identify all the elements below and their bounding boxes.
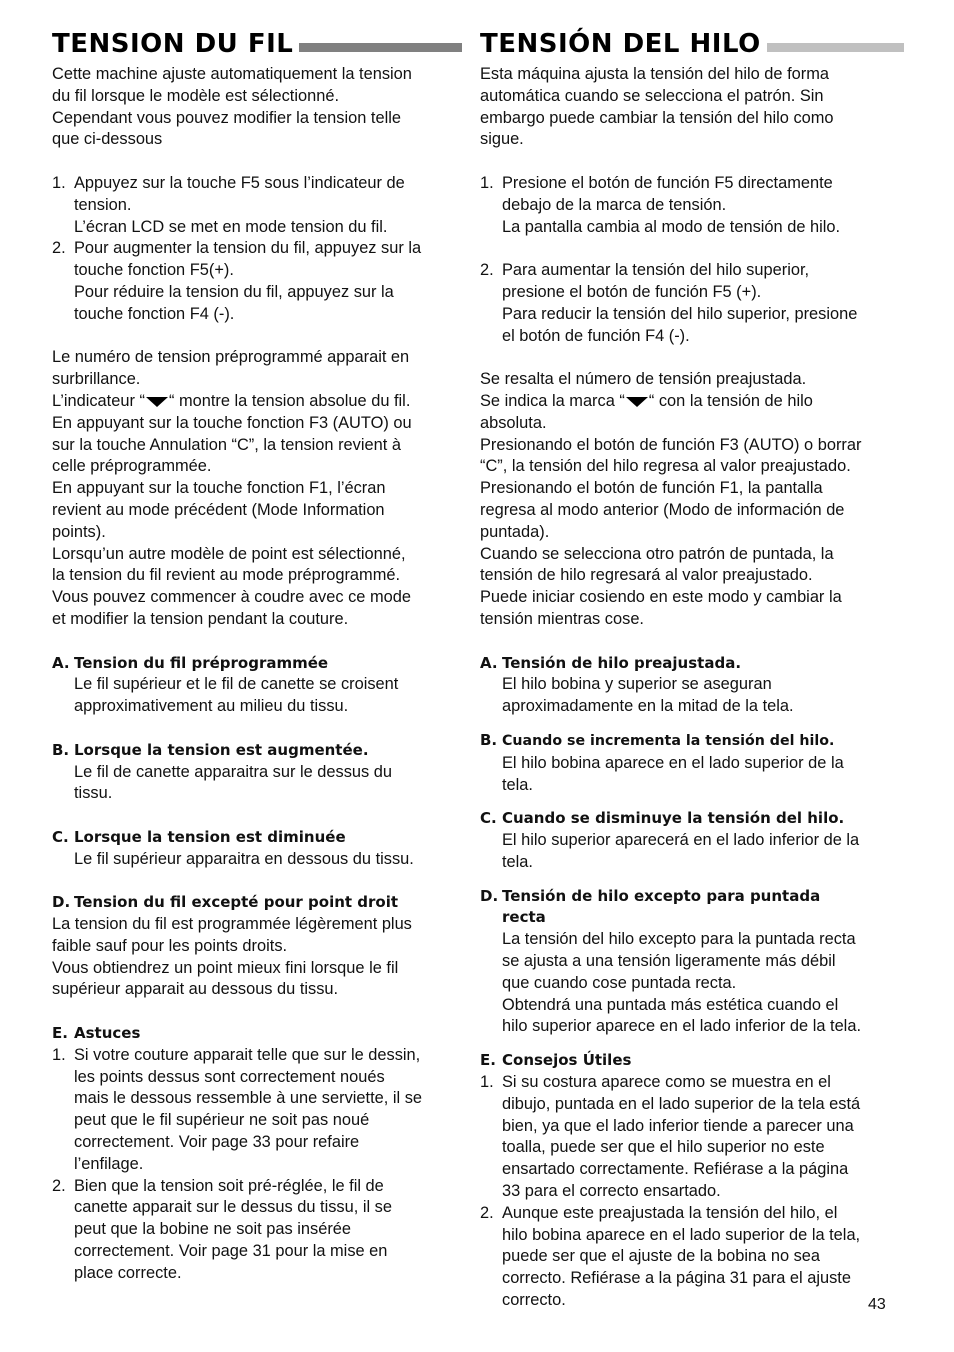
es-section-line: El hilo superior aparecerá en el lado inferior de la bbox=[502, 831, 860, 850]
tension-indicator-icon bbox=[626, 397, 648, 407]
es-section-line: La tensión del hilo excepto para la puntada recta bbox=[502, 930, 856, 949]
fr-step-line: Pour réduire la tension du fil, appuyez sur la bbox=[74, 282, 394, 301]
es-tip-line: hilo bobina aparece en el lado superior de la tela, bbox=[502, 1225, 861, 1244]
fr-tip-line: peut que le fil supérieur ne soit pas noué bbox=[74, 1111, 370, 1130]
es-tip-line: dibujo, puntada en el lado superior de la tela está bbox=[502, 1094, 861, 1113]
es-step-line: el botón de función F4 (-). bbox=[502, 326, 690, 345]
fr-section-c-heading bbox=[52, 827, 462, 849]
fr-section-line: tissu. bbox=[74, 784, 113, 803]
es-section-d-heading bbox=[480, 886, 904, 930]
fr-section-e-heading bbox=[52, 1023, 462, 1045]
es-step-line: debajo de la marca de tensión. bbox=[502, 195, 727, 214]
fr-para-line: sur la touche Annulation “C”, la tension revient à bbox=[52, 435, 401, 454]
es-step-2 bbox=[480, 260, 904, 347]
es-title-row bbox=[480, 26, 904, 62]
es-section-c-heading bbox=[480, 808, 904, 830]
es-section-line: El hilo bobina aparece en el lado superior de la bbox=[502, 753, 844, 772]
page-number: 43 bbox=[868, 1296, 886, 1313]
es-para-line: Cuando se selecciona otro patrón de puntada, la bbox=[480, 544, 834, 563]
fr-title-bar bbox=[299, 43, 462, 52]
es-tip-line: 33 para el correcto ensartado. bbox=[502, 1182, 721, 1201]
fr-step-line: touche fonction F5(+). bbox=[74, 261, 234, 280]
fr-section-title: Astuces bbox=[74, 1024, 141, 1043]
es-tip-line: puede ser que el ajuste de la bobina no sea bbox=[502, 1247, 821, 1266]
es-section-d-body bbox=[480, 929, 904, 1038]
es-section-title: Tensión de hilo preajustada. bbox=[502, 653, 742, 672]
fr-para-line: revient au mode précédent (Mode Information bbox=[52, 500, 385, 519]
es-para-line: absoluta. bbox=[480, 413, 547, 432]
es-section-line: Obtendrá una puntada más estética cuando el bbox=[502, 995, 839, 1014]
es-section-line: se ajusta a una tensión ligeramente más débil bbox=[502, 952, 836, 971]
fr-para-line: et modifier la tension pendant la couture. bbox=[52, 609, 349, 628]
es-tip-1 bbox=[480, 1072, 904, 1203]
es-step-line: Para reducir la tensión del hilo superior, presione bbox=[502, 304, 858, 323]
fr-indicator-text-b: “ montre la tension absolue du fil. bbox=[168, 391, 411, 410]
es-section-line: El hilo bobina y superior se aseguran bbox=[502, 675, 772, 694]
fr-step-1 bbox=[52, 173, 462, 238]
es-section-title: Tensión de hilo excepto para puntada bbox=[502, 886, 821, 905]
fr-section-letter: A. bbox=[52, 653, 70, 672]
fr-tip-line: peut que la bobine ne soit pas insérée bbox=[74, 1220, 352, 1239]
es-step-2-number: 2. bbox=[480, 261, 494, 280]
fr-title-row bbox=[52, 26, 462, 62]
fr-tip-line: correctement. Voir page 33 pour refaire bbox=[74, 1133, 360, 1152]
es-tip-2 bbox=[480, 1203, 904, 1312]
es-tip-line: ensartado correctamente. Refiérase a la página bbox=[502, 1160, 849, 1179]
fr-para-line: surbrillance. bbox=[52, 370, 141, 389]
fr-para-line: Le numéro de tension préprogrammé apparait en bbox=[52, 348, 410, 367]
es-para-line: regresa al modo anterior (Modo de información de bbox=[480, 500, 845, 519]
es-section-e-heading bbox=[480, 1050, 904, 1072]
fr-tip-1 bbox=[52, 1045, 462, 1176]
fr-step-line: L’écran LCD se met en mode tension du fil. bbox=[74, 217, 388, 236]
es-para-line: Presionando el botón de función F3 (AUTO) o borrar bbox=[480, 435, 862, 454]
fr-step-line: touche fonction F4 (-). bbox=[74, 304, 235, 323]
es-title: TENSIÓN DEL HILO bbox=[480, 29, 761, 59]
es-section-title: recta bbox=[502, 908, 546, 927]
es-section-letter: C. bbox=[480, 809, 497, 828]
es-title-bar bbox=[767, 43, 904, 52]
es-section-a-body bbox=[480, 674, 904, 718]
es-section-c-body bbox=[480, 830, 904, 874]
es-indicator-line bbox=[480, 391, 904, 413]
fr-section-letter: E. bbox=[52, 1024, 68, 1043]
fr-indicator-text-a: L’indicateur “ bbox=[52, 391, 145, 410]
fr-section-title: Lorsque la tension est diminuée bbox=[74, 827, 346, 846]
fr-section-c-body bbox=[52, 849, 462, 871]
es-para-line: Presionando el botón de función F1, la pantalla bbox=[480, 479, 823, 498]
fr-section-line: approximativement au milieu du tissu. bbox=[74, 697, 349, 716]
es-section-a-heading bbox=[480, 653, 904, 675]
es-intro-line: embargo puede cambiar la tensión del hilo como bbox=[480, 108, 834, 127]
fr-section-b-body bbox=[52, 762, 462, 806]
es-section-title: Consejos Útiles bbox=[502, 1051, 632, 1070]
fr-step-line: Pour augmenter la tension du fil, appuyez sur la bbox=[74, 239, 422, 258]
es-section-line: que cuando cose puntada recta. bbox=[502, 973, 737, 992]
es-indicator-text-b: “ con la tensión de hilo bbox=[648, 391, 813, 410]
fr-tip-line: mais le dessous ressemble à une serviette, il se bbox=[74, 1089, 423, 1108]
fr-section-line: La tension du fil est programmée légèrement plus bbox=[52, 915, 412, 934]
tension-indicator-icon bbox=[146, 397, 168, 407]
fr-section-a-heading bbox=[52, 653, 462, 675]
fr-para-line: celle préprogrammée. bbox=[52, 457, 212, 476]
fr-section-a-body bbox=[52, 674, 462, 718]
es-section-b-heading bbox=[480, 730, 904, 753]
fr-tip-line: Bien que la tension soit pré-réglée, le fil de bbox=[74, 1176, 384, 1195]
es-tip-1-number: 1. bbox=[480, 1073, 494, 1092]
es-tip-line: toalla, puede ser que el hilo superior no este bbox=[502, 1138, 825, 1157]
fr-section-line: Le fil de canette apparaitra sur le dessus du bbox=[74, 762, 392, 781]
es-section-letter: E. bbox=[480, 1051, 496, 1070]
es-tip-line: Aunque este preajustada la tensión del hilo, el bbox=[502, 1203, 838, 1222]
fr-section-title: Lorsque la tension est augmentée. bbox=[74, 740, 369, 759]
fr-section-letter: C. bbox=[52, 827, 69, 846]
fr-para-line: En appuyant sur la touche fonction F3 (AUTO) ou bbox=[52, 413, 412, 432]
es-section-line: aproximadamente en la mitad de la tela. bbox=[502, 697, 794, 716]
es-step-1-number: 1. bbox=[480, 173, 494, 192]
spanish-column bbox=[480, 26, 904, 1312]
es-para-line: Puede iniciar cosiendo en este modo y cambiar la bbox=[480, 588, 842, 607]
fr-section-d-heading bbox=[52, 892, 462, 914]
fr-section-letter: D. bbox=[52, 893, 71, 912]
es-intro-line: sigue. bbox=[480, 130, 524, 149]
fr-tip-1-number: 1. bbox=[52, 1045, 66, 1064]
fr-step-2-number: 2. bbox=[52, 239, 66, 258]
fr-para-line: En appuyant sur la touche fonction F1, l’écran bbox=[52, 479, 386, 498]
es-step-line: Para aumentar la tensión del hilo superior, bbox=[502, 261, 810, 280]
fr-intro-line: Cependant vous pouvez modifier la tension telle bbox=[52, 108, 401, 127]
es-section-title: Cuando se disminuye la tensión del hilo. bbox=[502, 809, 845, 828]
fr-section-line: Le fil supérieur apparaitra en dessous du tissu. bbox=[74, 849, 414, 868]
fr-section-title: Tension du fil préprogrammée bbox=[74, 653, 329, 672]
es-section-title: Cuando se incrementa la tensión del hilo. bbox=[502, 732, 835, 749]
fr-tip-2 bbox=[52, 1176, 462, 1285]
fr-para-line: points). bbox=[52, 522, 106, 541]
fr-step-1-number: 1. bbox=[52, 173, 66, 192]
es-step-1 bbox=[480, 173, 904, 238]
es-tip-line: Si su costura aparece como se muestra en el bbox=[502, 1073, 831, 1092]
es-step-line: presione el botón de función F5 (+). bbox=[502, 282, 762, 301]
fr-section-b-heading bbox=[52, 740, 462, 762]
es-para-line: Se resalta el número de tensión preajustada. bbox=[480, 370, 807, 389]
fr-tip-line: correctement. Voir page 31 pour la mise en bbox=[74, 1242, 388, 1261]
es-section-letter: B. bbox=[480, 730, 498, 749]
fr-intro-line: du fil lorsque le modèle est sélectionné. bbox=[52, 86, 340, 105]
fr-tip-line: place correcte. bbox=[74, 1263, 182, 1282]
es-para-line: puntada). bbox=[480, 522, 550, 541]
es-indicator-text-a: Se indica la marca “ bbox=[480, 391, 625, 410]
fr-tip-line: canette apparait sur le dessus du tissu, il se bbox=[74, 1198, 392, 1217]
fr-section-line: Le fil supérieur et le fil de canette se croisent bbox=[74, 675, 399, 694]
es-intro-line: Esta máquina ajusta la tensión del hilo de forma bbox=[480, 65, 829, 83]
fr-step-line: tension. bbox=[74, 195, 132, 214]
es-section-line: hilo superior aparece en el lado inferior de la tela. bbox=[502, 1017, 861, 1036]
fr-title: TENSION DU FIL bbox=[52, 29, 294, 59]
es-section-letter: D. bbox=[480, 886, 499, 905]
es-tip-2-number: 2. bbox=[480, 1203, 494, 1222]
es-para-line: tensión de hilo regresará al valor preajustado. bbox=[480, 566, 813, 585]
es-section-letter: A. bbox=[480, 653, 498, 672]
es-step-line: La pantalla cambia al modo de tensión de hilo. bbox=[502, 217, 841, 236]
fr-para-line: Vous pouvez commencer à coudre avec ce mode bbox=[52, 588, 411, 607]
fr-section-line: supérieur apparait au dessous du tissu. bbox=[52, 980, 339, 999]
es-step-line: Presione el botón de función F5 directamente bbox=[502, 173, 833, 192]
es-section-line: tela. bbox=[502, 775, 533, 794]
fr-section-line: faible sauf pour les points droits. bbox=[52, 936, 288, 955]
fr-para-line: Lorsqu’un autre modèle de point est sélectionné, bbox=[52, 544, 406, 563]
fr-section-line: Vous obtiendrez un point mieux fini lorsque le fil bbox=[52, 958, 399, 977]
es-section-b-body bbox=[480, 753, 904, 797]
es-tip-line: correcto. bbox=[502, 1291, 566, 1310]
fr-step-2 bbox=[52, 238, 462, 325]
fr-intro-line: Cette machine ajuste automatiquement la tension bbox=[52, 65, 412, 83]
fr-intro-line: que ci-dessous bbox=[52, 130, 163, 149]
fr-tip-2-number: 2. bbox=[52, 1176, 66, 1195]
fr-tip-line: Si votre couture apparait telle que sur le dessin, bbox=[74, 1045, 421, 1064]
es-tip-line: correcto. Refiérase a la página 31 para el ajuste bbox=[502, 1269, 851, 1288]
fr-step-line: Appuyez sur la touche F5 sous l’indicateur de bbox=[74, 173, 405, 192]
es-para-line: “C”, la tensión del hilo regresa al valor preajustado. bbox=[480, 457, 851, 476]
es-tip-line: bien, ya que el lado inferior tiende a parecer una bbox=[502, 1116, 854, 1135]
fr-indicator-line bbox=[52, 391, 462, 413]
french-column bbox=[52, 26, 462, 1285]
fr-section-letter: B. bbox=[52, 740, 70, 759]
es-intro-line: automática cuando se selecciona el patrón. Sin bbox=[480, 86, 824, 105]
fr-tip-line: l’enfilage. bbox=[74, 1154, 144, 1173]
fr-tip-line: les points dessus sont correctement noués bbox=[74, 1067, 385, 1086]
es-section-line: tela. bbox=[502, 852, 533, 871]
fr-para-line: la tension du fil revient au mode préprogrammé. bbox=[52, 566, 401, 585]
fr-section-title: Tension du fil excepté pour point droit bbox=[74, 893, 399, 912]
es-para-line: tensión mientras cose. bbox=[480, 609, 644, 628]
